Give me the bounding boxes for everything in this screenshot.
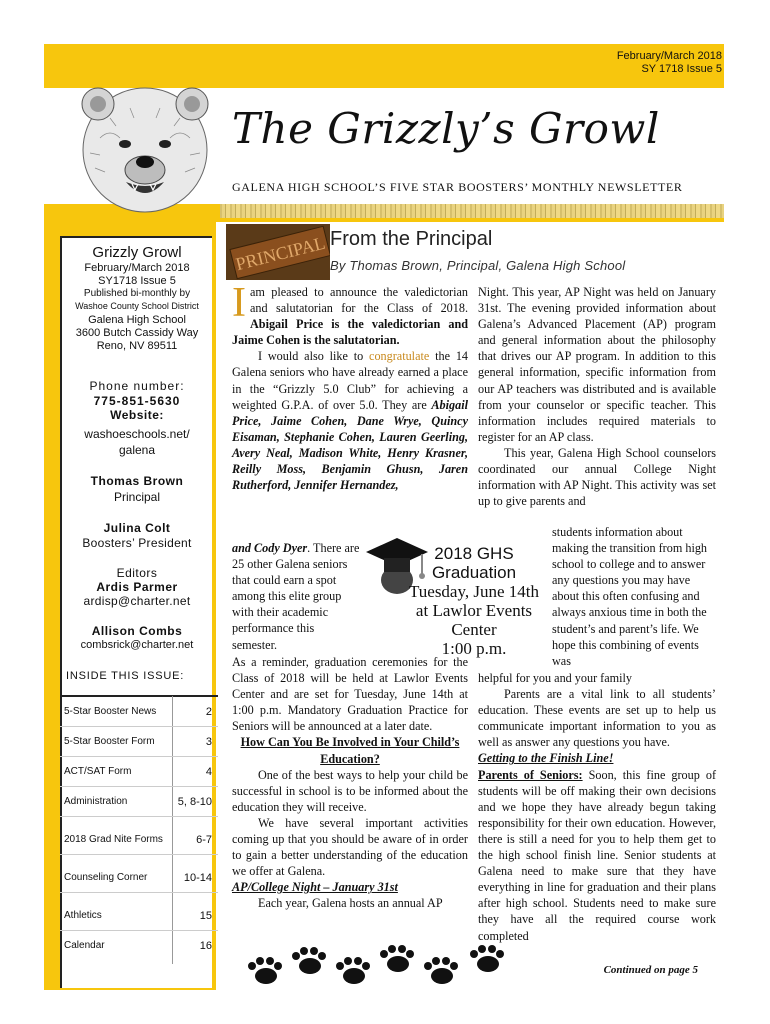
graduation-subtitle: Graduation: [431, 563, 517, 582]
issue-info: [617, 50, 722, 76]
toc-title: Athletics: [64, 910, 102, 921]
paragraph-text: helpful for you and your family: [478, 671, 632, 685]
sidebar-published: Published bi-monthly by: [83, 288, 191, 299]
paragraph-text: Soon, this fine group of students will be off making their own decisions and we hope they have already begun taking responsibility for their own education. However, there is still a need for you to help them get to the high school finish line. Senior students at Galena need to make sure that they have everything in line for graduation and their plans after high school. Students need to make sure they have all the required course work completed: [478, 767, 716, 943]
graduation-title: 2018 GHS: [434, 544, 514, 563]
toc-page: 3: [205, 736, 212, 748]
toc-title: Calendar: [64, 940, 105, 951]
toc-page: 6-7: [196, 834, 212, 846]
graduation-place: at Lawlor Events: [415, 601, 533, 620]
article-column-1-top: [232, 280, 469, 493]
toc-page: 4: [205, 766, 212, 778]
article-column-2-bottom: [478, 670, 716, 944]
toc-row[interactable]: [60, 756, 218, 787]
president-role: Boosters’ President: [82, 536, 192, 550]
paragraph-text: students information about making the transition from high school to college and to answer any questions you may have about this often confusing and always anxious time in both the student’s and parent’s life. We hope this combining of events was: [552, 525, 708, 668]
section-heading: How Can You Be Involved in Your Child’s Education?: [240, 735, 460, 766]
paw-print-icon: [420, 956, 460, 986]
toc-title: 2018 Grad Nite Forms: [64, 834, 163, 845]
drop-cap: I: [232, 280, 246, 326]
sidebar-address-line1: 3600 Butch Cassidy Way: [75, 327, 199, 339]
website-link[interactable]: washoeschools.net/ galena: [84, 427, 190, 457]
newsletter-subtitle: GALENA HIGH SCHOOL’S FIVE STAR BOOSTERS’ MONTHLY NEWSLETTER: [232, 180, 683, 194]
graduation-date: Tuesday, June 14th: [408, 582, 540, 601]
section-heading: Getting to the Finish Line!: [478, 751, 614, 766]
toc-title: Counseling Corner: [64, 872, 148, 883]
principal-sign-text: PRINCIPAL: [233, 232, 328, 275]
toc-page: 2: [205, 706, 212, 718]
editor2-email-link[interactable]: combsrick@charter.net: [80, 639, 194, 651]
toc-title: ACT/SAT Form: [64, 766, 132, 777]
editor2-name: Allison Combs: [91, 624, 183, 638]
paragraph-text: We have several important activities coming up that you should be aware of in order to gain a better understanding of the education we offer at Galena.: [232, 815, 468, 879]
principal-role: Principal: [113, 490, 161, 504]
highlighted-word: congratulate: [369, 349, 430, 364]
sidebar-address-line2: Reno, NV 89511: [96, 340, 178, 352]
graduation-callout: [398, 544, 550, 658]
paragraph-text: the 14 Galena seniors who have already earned a place in the “Grizzly 5.0 Club” for achieving a weighted G.P.A. of over 5.0. They are: [232, 349, 469, 412]
editor1-name: Ardis Parmer: [96, 580, 178, 594]
paragraph-text: This year, Galena High School counselors coordinated our annual College Night information with AP Night. This activity was set up to give parents and: [478, 445, 716, 509]
sidebar-issue: SY1718 Issue 5: [98, 275, 176, 287]
toc-row[interactable]: [60, 726, 218, 757]
paw-print-icon: [288, 946, 328, 976]
toc-page: 10-14: [183, 872, 212, 884]
toc-title: Administration: [64, 796, 128, 807]
issue-number: SY 1718 Issue 5: [641, 63, 722, 75]
principal-sign-image: [226, 224, 330, 280]
grizzly-bear-logo: [70, 58, 220, 218]
paw-print-icon: [332, 956, 372, 986]
student-name-last: and Cody Dyer: [232, 541, 308, 555]
section-heading: AP/College Night – January 31st: [232, 880, 398, 895]
principal-name: Thomas Brown: [90, 474, 184, 488]
sidebar-district: Washoe County School District: [75, 301, 199, 311]
issue-date: February/March 2018: [616, 50, 722, 62]
continued-note: Continued on page 5: [603, 964, 698, 976]
sidebar-date: February/March 2018: [84, 262, 190, 274]
article-byline: By Thomas Brown, Principal, Galena High School: [330, 258, 626, 273]
sidebar-newsletter-name: Grizzly Growl: [92, 244, 182, 261]
website-label: Website:: [110, 408, 164, 422]
student-names: Abigail Price, Jaime Cohen, Dane Wrye, Quincy Eisaman, Stephanie Cohen, Lauren Geerling, Avery Neal, Madison White, Henry Krasner, Reilly Moss, Benjamin Ghusn, Jaren Rutherford, Jennifer Hernandez,: [232, 397, 468, 493]
paragraph-lead: Parents of Seniors:: [478, 767, 583, 782]
toc-title: 5-Star Booster News: [64, 706, 157, 717]
paragraph-text: Night. This year, AP Night was held on January 31st. The evening provided information about Galena’s Advanced Placement (AP) program and general information about the philosophy that drives our AP program. In addition to this general information, specific information from our AP teachers was distributed and is available from your counselor or specific teacher. This information includes required materials to register for an AP class.: [478, 285, 716, 444]
toc-row[interactable]: [60, 900, 218, 931]
newsletter-title: The Grizzly’s Growl: [232, 104, 660, 153]
toc-page: 15: [199, 910, 212, 922]
paragraph-text: I would also like to: [258, 349, 364, 364]
toc-page: 16: [199, 940, 212, 952]
phone-number: 775-851-5630: [93, 394, 181, 408]
paragraph-text: Each year, Galena hosts an annual AP: [258, 896, 443, 911]
paragraph-text: One of the best ways to help your child be successful in school is to be informed about the education they will receive.: [232, 767, 468, 814]
toc-row[interactable]: [60, 696, 218, 727]
toc-row[interactable]: [60, 930, 218, 960]
toc-page: 5, 8-10: [177, 796, 212, 808]
graduation-time: 1:00 p.m.: [441, 639, 507, 658]
graduation-place-cont: Center: [451, 620, 497, 639]
article-column-1-middle: [232, 540, 362, 653]
article-column-1-bottom: [232, 654, 468, 912]
paragraph-bold-text: Abigail Price is the valedictorian and Jaime Cohen is the salutatorian.: [232, 317, 468, 348]
paragraph-text: . There are 25 other Galena seniors that could earn a spot among this elite group with their academic performance this semester.: [232, 541, 360, 652]
toc-row[interactable]: [60, 824, 218, 855]
article-column-2-top: [478, 284, 716, 509]
texture-divider: [220, 204, 724, 218]
toc-row[interactable]: [60, 786, 218, 817]
sidebar-school: Galena High School: [88, 314, 186, 326]
phone-label: Phone number:: [89, 379, 185, 393]
paragraph-text: As a reminder, graduation ceremonies for the Class of 2018 will be held at Lawlor Events Center and are set for Tuesday, June 14th at 1:00 p.m. Mandatory Graduation Practice for Seniors will be announced at a later date.: [232, 655, 468, 734]
paw-print-icon: [376, 944, 416, 974]
toc-title: 5-Star Booster Form: [64, 736, 155, 747]
toc-row[interactable]: [60, 862, 218, 893]
paw-print-icon: [244, 956, 284, 986]
paragraph-text: am pleased to announce the valedictorian and salutatorian for the Class of 2018.: [250, 285, 468, 316]
editors-label: Editors: [116, 566, 158, 580]
editor1-email-link[interactable]: ardisp@charter.net: [83, 594, 191, 608]
president-name: Julina Colt: [103, 521, 171, 535]
paw-print-icon: [466, 944, 506, 974]
article-column-2-middle: [552, 524, 716, 669]
inside-issue-label: INSIDE THIS ISSUE:: [66, 670, 185, 682]
paragraph-text: Parents are a vital link to all students’ education. These events are set up to help us communicate important information to you as well as answer any questions you have.: [478, 687, 716, 750]
article-title: From the Principal: [330, 228, 493, 250]
